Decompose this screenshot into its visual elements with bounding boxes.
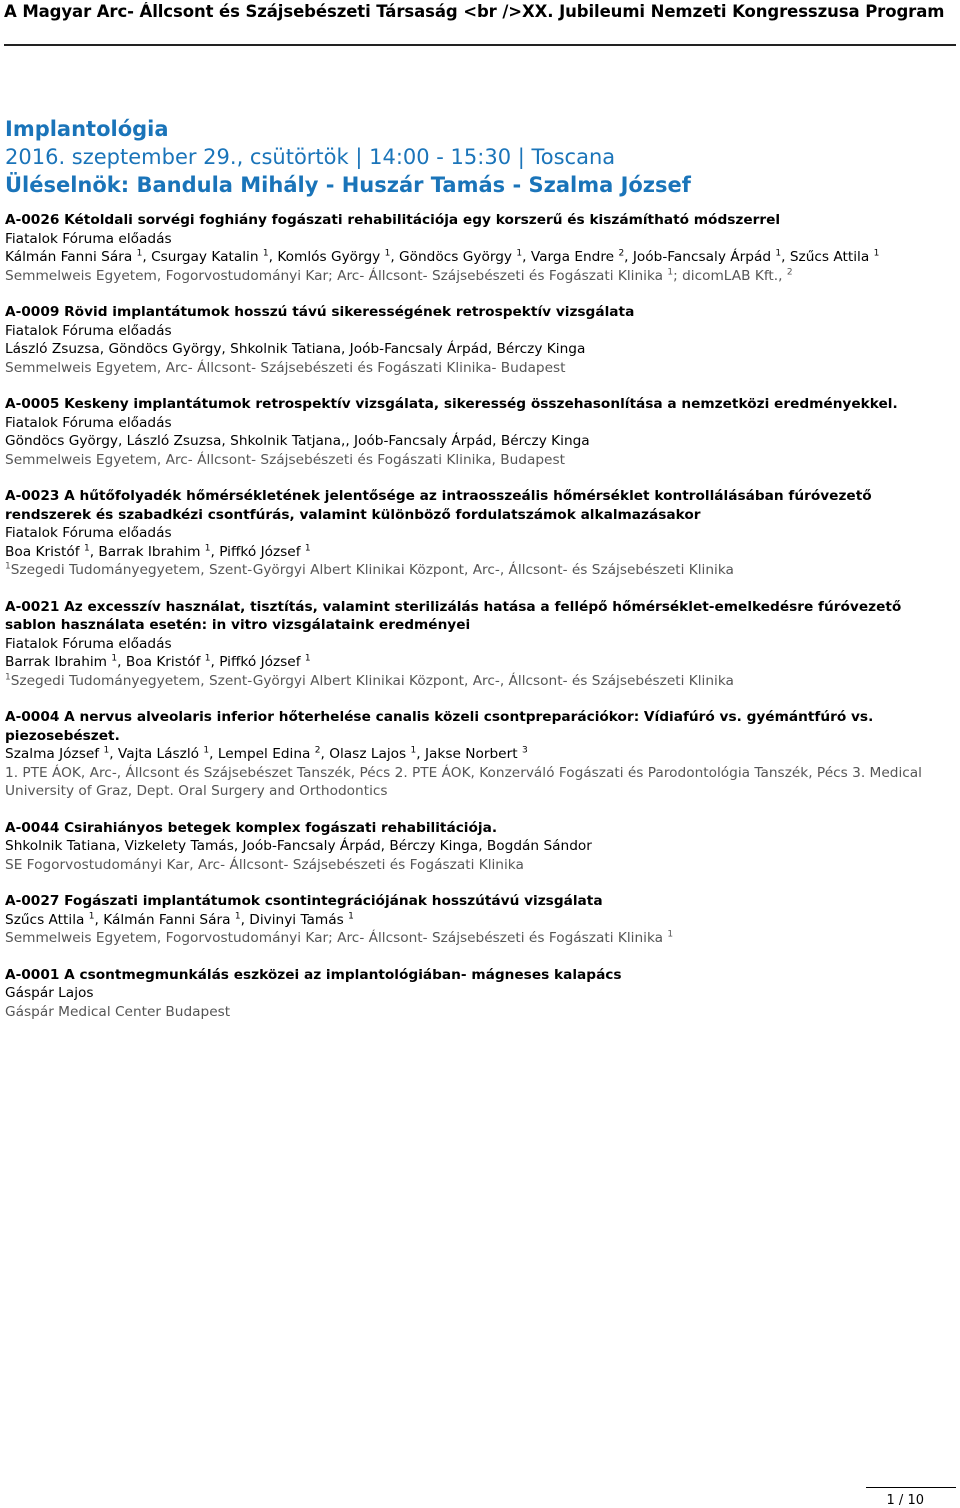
author-name: Jakse Norbert <box>424 746 518 762</box>
header-divider <box>4 44 956 46</box>
abstract-list <box>5 211 955 1039</box>
author-affiliation-index: 1 <box>203 745 210 756</box>
author-name: Szalma József <box>5 746 100 762</box>
author-affiliation-index: 1 <box>204 653 211 664</box>
affiliation-index: 1 <box>667 266 674 277</box>
footer-divider <box>866 1487 956 1488</box>
abstract-authors: Barrak Ibrahim $^1$, Boa Kristóf $^1$, Piffkó József $^1$ <box>5 653 311 670</box>
author-name: Lempel Edina <box>217 746 311 762</box>
abstract-title: A-0026 Kétoldali sorvégi foghiány fogászati rehabilitációja egy korszerű és kiszámítható módszerrel <box>5 212 781 228</box>
author-affiliation-index: 1 <box>410 745 417 756</box>
affiliation-text: Szegedi Tudományegyetem, Szent-Györgyi Albert Klinikai Központ, Arc-, Állcsont- és Szájsebészeti Klinika <box>10 562 734 578</box>
affiliation-index: 2 <box>786 266 793 277</box>
abstract-affiliation: Semmelweis Egyetem, Arc- Állcsont- Szájsebészeti és Fogászati Klinika, Budapest <box>5 451 565 468</box>
abstract-affiliation: SE Fogorvostudományi Kar, Arc- Állcsont- Szájsebészeti és Fogászati Klinika <box>5 856 524 873</box>
abstract-affiliation <box>5 672 955 691</box>
session-block <box>5 115 955 199</box>
author-affiliation-index: 1 <box>88 910 95 921</box>
session-title: Implantológia <box>5 117 169 141</box>
abstract-title: A-0005 Keskeny implantátumok retrospektív vizsgálata, sikeresség összehasonlítása a nemzetközi eredményekkel. <box>5 396 898 412</box>
author-name: Piffkó József <box>219 654 301 670</box>
abstract-item <box>5 211 955 285</box>
author-affiliation-index: 1 <box>83 542 90 553</box>
author-name: Barrak Ibrahim <box>98 543 201 560</box>
author-affiliation-index: 1 <box>775 248 782 259</box>
abstract-item <box>5 598 955 691</box>
author-name: Komlós György <box>277 249 381 265</box>
abstract-type: Fiatalok Fóruma előadás <box>5 230 172 247</box>
affiliation-text: Szegedi Tudományegyetem, Szent-Györgyi Albert Klinikai Központ, Arc-, Állcsont- és Szájsebészeti Klinika <box>10 672 734 689</box>
author-affiliation-index: 1 <box>348 910 354 921</box>
abstract-affiliation <box>5 267 955 286</box>
author-name: Szűcs Attila <box>5 911 85 928</box>
author-affiliation-index: 1 <box>204 542 211 553</box>
page-number: 1 / 10 <box>886 1493 924 1508</box>
author-affiliation-index: 3 <box>521 745 528 756</box>
abstract-item <box>5 708 955 801</box>
document-header-title: A Magyar Arc- Állcsont és Szájsebészeti Társaság <br />XX. Jubileumi Nemzeti Kongresszusa Program <box>4 2 945 21</box>
author-affiliation-index: 2 <box>314 745 321 756</box>
abstract-authors: Szalma József $^1$, Vajta László $^1$, Lempel Edina $^2$, Olasz Lajos $^1$, Jakse Norbert $^3$ <box>5 745 528 762</box>
author-name: Boa Kristóf <box>125 654 201 670</box>
abstract-authors: Szűcs Attila $^1$, Kálmán Fanni Sára $^1$, Divinyi Tamás $^1$ <box>5 910 354 928</box>
abstract-authors: László Zsuzsa, Göndöcs György, Shkolnik Tatiana, Joób-Fancsaly Árpád, Bérczy Kinga <box>5 341 586 357</box>
affiliation-text: ; dicomLAB Kft., <box>673 267 783 284</box>
abstract-affiliation: Semmelweis Egyetem, Arc- Állcsont- Szájsebészeti és Fogászati Klinika- Budapest <box>5 359 566 376</box>
author-affiliation-index: 1 <box>103 745 110 756</box>
abstract-title: A-0044 Csirahiányos betegek komplex fogászati rehabilitációja. <box>5 819 498 836</box>
session-datetime-location: 2016. szeptember 29., csütörtök | 14:00 - 15:30 | Toscana <box>5 145 616 169</box>
session-chairs: Üléselnök: Bandula Mihály - Huszár Tamás - Szalma József <box>5 173 691 197</box>
author-affiliation-index: 1 <box>234 910 241 921</box>
abstract-item <box>5 819 955 875</box>
abstract-authors: Boa Kristóf $^1$, Barrak Ibrahim $^1$, Piffkó József $^1$ <box>5 542 311 560</box>
author-name: Kálmán Fanni Sára <box>103 911 231 928</box>
abstract-title: A-0023 A hűtőfolyadék hőmérsékletének jelentősége az intraosszeális hőmérséklet kontrollálásában fúróvezető rendszerek és szabadkézi csontfúrás, valamint különböző fordulatszámok alkalmazásakor <box>5 488 872 523</box>
affiliation-index: 1 <box>667 929 674 940</box>
abstract-title: A-0001 A csontmegmunkálás eszközei az implantológiában- mágneses kalapács <box>5 966 622 983</box>
author-name: Joób-Fancsaly Árpád <box>632 249 772 265</box>
abstract-authors: Göndöcs György, László Zsuzsa, Shkolnik Tatjana,, Joób-Fancsaly Árpád, Bérczy Kinga <box>5 433 590 449</box>
affiliation-index: 1 <box>5 671 11 682</box>
author-affiliation-index: 1 <box>111 653 118 664</box>
abstract-type: Fiatalok Fóruma előadás <box>5 322 172 339</box>
author-affiliation-index: 1 <box>873 248 880 259</box>
abstract-item <box>5 487 955 580</box>
author-name: Kálmán Fanni Sára <box>5 249 133 265</box>
affiliation-text: Semmelweis Egyetem, Fogorvostudományi Kar; Arc- Állcsont- Szájsebészeti és Fogászati Klinika <box>5 267 664 284</box>
abstract-affiliation <box>5 561 955 580</box>
abstract-item <box>5 966 955 1022</box>
author-name: Göndöcs György <box>399 249 513 265</box>
abstract-affiliation <box>5 929 955 948</box>
author-name: Varga Endre <box>530 249 615 265</box>
abstract-item <box>5 303 955 377</box>
abstract-affiliation: 1. PTE ÁOK, Arc-, Állcsont és Szájsebészet Tanszék, Pécs 2. PTE ÁOK, Konzerváló Fogászati és Parodontológia Tanszék, Pécs 3. Medical University of Graz, Dept. Oral Surgery and Orthodontics <box>5 764 922 799</box>
abstract-item <box>5 395 955 469</box>
abstract-type: Fiatalok Fóruma előadás <box>5 414 172 431</box>
author-name: Boa Kristóf <box>5 543 80 560</box>
affiliation-text: Semmelweis Egyetem, Fogorvostudományi Kar; Arc- Állcsont- Szájsebészeti és Fogászati Klinika <box>5 930 664 946</box>
author-name: Vajta László <box>117 746 200 762</box>
abstract-title: A-0009 Rövid implantátumok hosszú távú sikerességének retrospektív vizsgálata <box>5 304 635 320</box>
author-name: Olasz Lajos <box>329 746 407 762</box>
author-name: Szűcs Attila <box>789 249 870 265</box>
author-affiliation-index: 1 <box>516 248 523 259</box>
author-name: Divinyi Tamás <box>249 911 344 928</box>
author-name: Csurgay Katalin <box>151 249 259 265</box>
author-affiliation-index: 1 <box>304 542 311 553</box>
author-affiliation-index: 1 <box>304 653 311 664</box>
abstract-title: A-0004 A nervus alveolaris inferior hőterhelése canalis közeli csontpreparációkor: Vídiafúró vs. gyémántfúró vs. piezosebészet. <box>5 709 874 744</box>
abstract-authors: Gáspár Lajos <box>5 985 94 1001</box>
affiliation-index: 1 <box>5 561 11 572</box>
abstract-title: A-0027 Fogászati implantátumok csontintegrációjának hosszútávú vizsgálata <box>5 893 603 909</box>
abstract-authors: Shkolnik Tatiana, Vizkelety Tamás, Joób-Fancsaly Árpád, Bérczy Kinga, Bogdán Sándor <box>5 838 592 854</box>
abstract-type: Fiatalok Fóruma előadás <box>5 635 172 652</box>
author-affiliation-index: 1 <box>136 248 143 259</box>
author-affiliation-index: 1 <box>262 248 269 259</box>
abstract-type: Fiatalok Fóruma előadás <box>5 525 172 541</box>
author-affiliation-index: 1 <box>384 248 391 259</box>
abstract-title: A-0021 Az excesszív használat, tisztítás, valamint sterilizálás hatása a fellépő hőmérséklet-emelkedésre fúróvezető sablon használata esetén: in vitro vizsgálataink eredményei <box>5 598 902 633</box>
abstract-authors: Kálmán Fanni Sára $^1$, Csurgay Katalin $^1$, Komlós György $^1$, Göndöcs György $^1$, Varga Endre $^2$, Joób-Fancsaly Árpád $^1$, Szűcs Attila $^1$ <box>5 248 880 265</box>
abstract-affiliation: Gáspár Medical Center Budapest <box>5 1003 231 1020</box>
author-name: Piffkó József <box>219 543 301 560</box>
author-name: Barrak Ibrahim <box>5 654 108 670</box>
abstract-item <box>5 892 955 948</box>
author-affiliation-index: 2 <box>618 248 625 259</box>
